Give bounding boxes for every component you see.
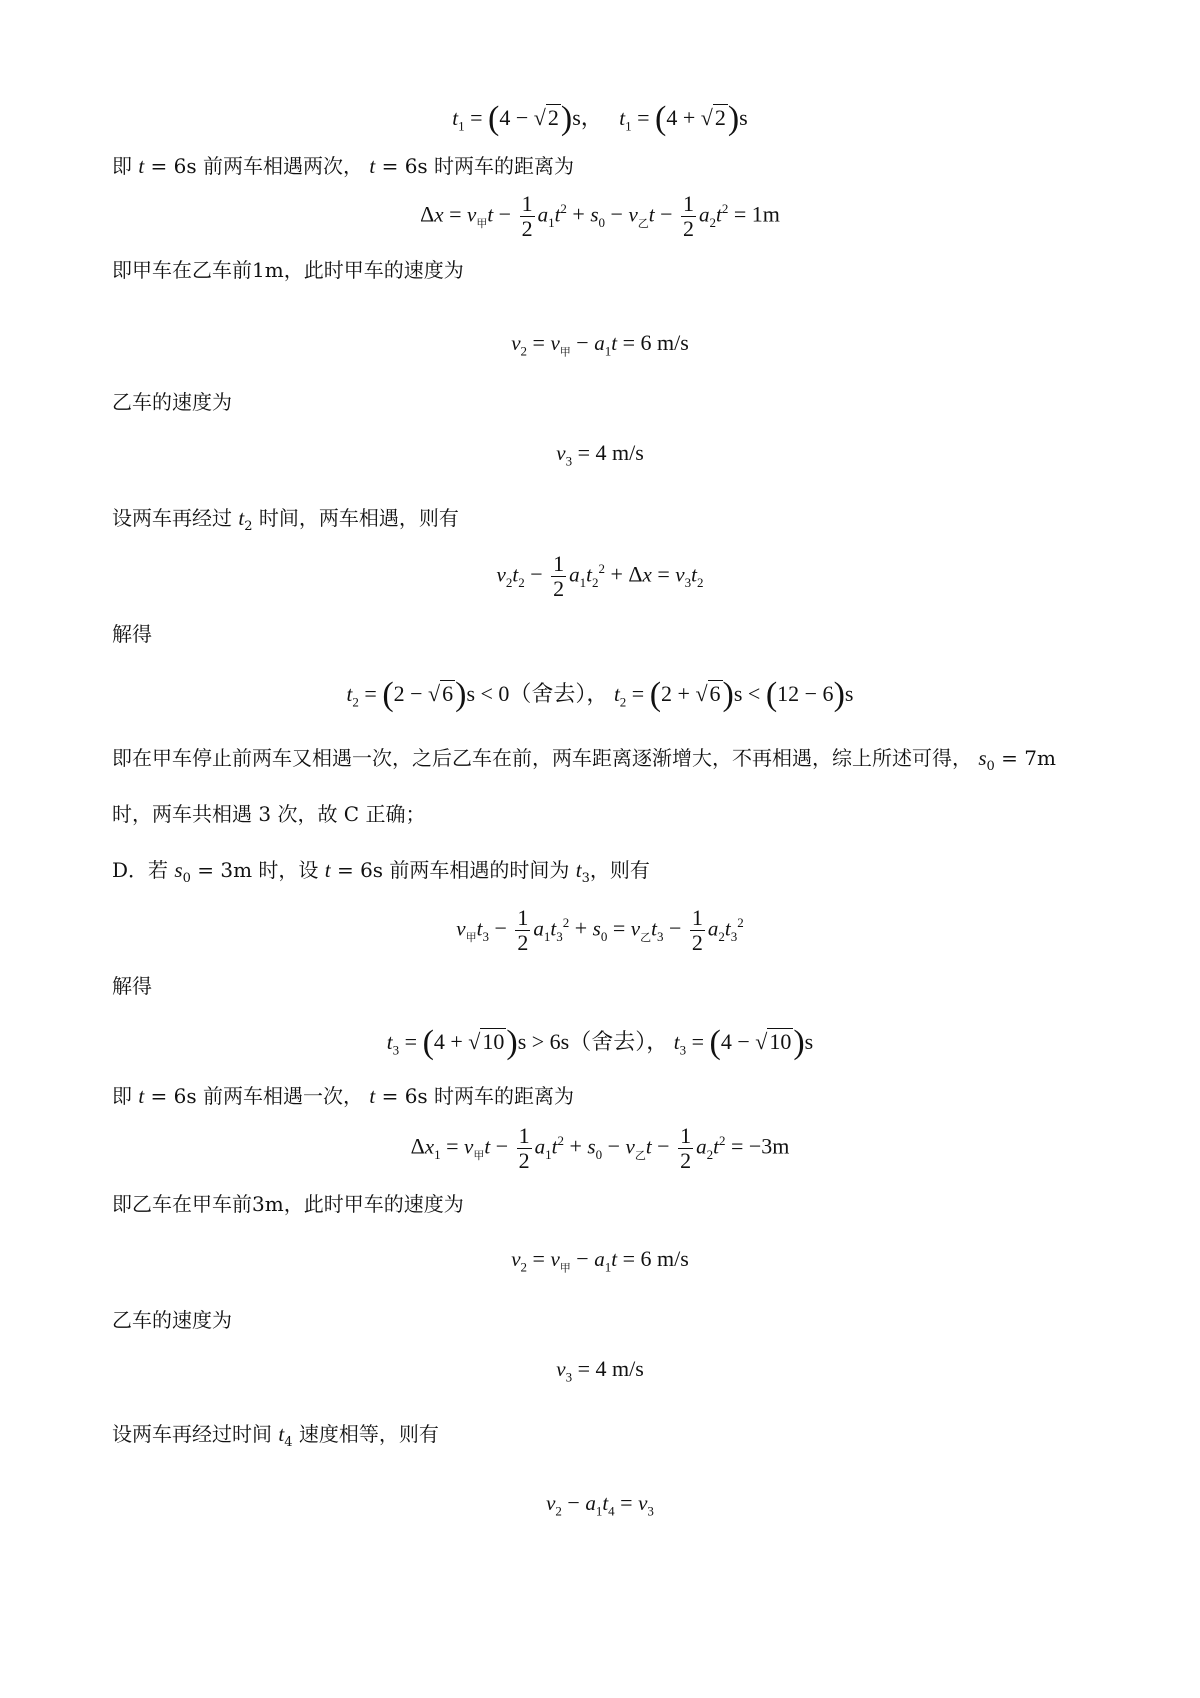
paragraph-4: 设两车再经过 $t_2$ 时间，两车相遇，则有 [112, 506, 459, 534]
equation-delta-x: $\Delta x = v_甲t$ − $\frac{1}{2}$ $a_1t^2 + s_0 - v_乙t$ − $\frac{1}{2}$ $a_2t^2 = 1m$ [420, 191, 780, 241]
paragraph-8: D．若 $s_0 = 3m$ 时，设 t = 6s 前两车相遇的时间为 $t_3$，则有 [112, 858, 650, 886]
paragraph-9: 解得 [112, 974, 152, 998]
equation-delta-x1: $\Delta x_1 = v_甲t$ − $\frac{1}{2}$ $a_1t^2 + s_0 - v_乙t$ − $\frac{1}{2}$ $a_2t^2 = -3m$ [410, 1123, 790, 1173]
paragraph-11: 即乙车在甲车前3m，此时甲车的速度为 [112, 1192, 464, 1216]
paragraph-6: 即在甲车停止前两车又相遇一次，之后乙车在前，两车距离逐渐增大，不再相遇，综上所述可得， $s_0 = 7m$ [112, 746, 1056, 774]
equation-t3: $t_3 = (4 + √10)s > 6s$（舍去）， $t_3 = (4 - √10)s$ [386, 1024, 814, 1061]
equation-v3-second: $v_3 = 4$ m/s [556, 1356, 644, 1385]
paragraph-3: 乙车的速度为 [112, 390, 232, 414]
paragraph-12: 乙车的速度为 [112, 1308, 232, 1332]
equation-meet: $v_2t_2$ − $\frac{1}{2}$ $a_1t_2^2 + \Delta x = v_3t_2$ [496, 551, 704, 601]
paragraph-13: 设两车再经过时间 $t_4$ 速度相等，则有 [112, 1422, 439, 1450]
paragraph-5: 解得 [112, 622, 152, 646]
paragraph-1: 即 t = 6s 前两车相遇两次， t = 6s 时两车的距离为 [112, 154, 575, 178]
paragraph-2: 即甲车在乙车前1m，此时甲车的速度为 [112, 258, 464, 282]
equation-v2: $v_2 = v_甲 - a_1t = 6$ m/s [511, 330, 689, 359]
equation-t3-meet: $v_甲t_3$ − $\frac{1}{2}$ $a_1t_3^2 + s_0 = v_乙t_3$ − $\frac{1}{2}$ $a_2t_3^2$ [456, 905, 744, 955]
paragraph-10: 即 t = 6s 前两车相遇一次， t = 6s 时两车的距离为 [112, 1084, 575, 1108]
equation-t4: $v_2 - a_1t_4 = v_3$ [546, 1490, 654, 1519]
equation-v3: $v_3 = 4$ m/s [556, 440, 644, 469]
paragraph-7: 时，两车共相遇 3 次，故 C 正确； [112, 802, 426, 826]
equation-t1: $t_1 = (4 - √2)s$， $t_1 = (4 + √2)s$ [452, 100, 748, 137]
equation-v2-second: $v_2 = v_甲 - a_1t = 6$ m/s [511, 1246, 689, 1275]
equation-t2: $t_2 = (2 - √6)s < 0$（舍去）， $t_2 = (2 + √6)s < (12 - 6)s$ [346, 676, 854, 713]
